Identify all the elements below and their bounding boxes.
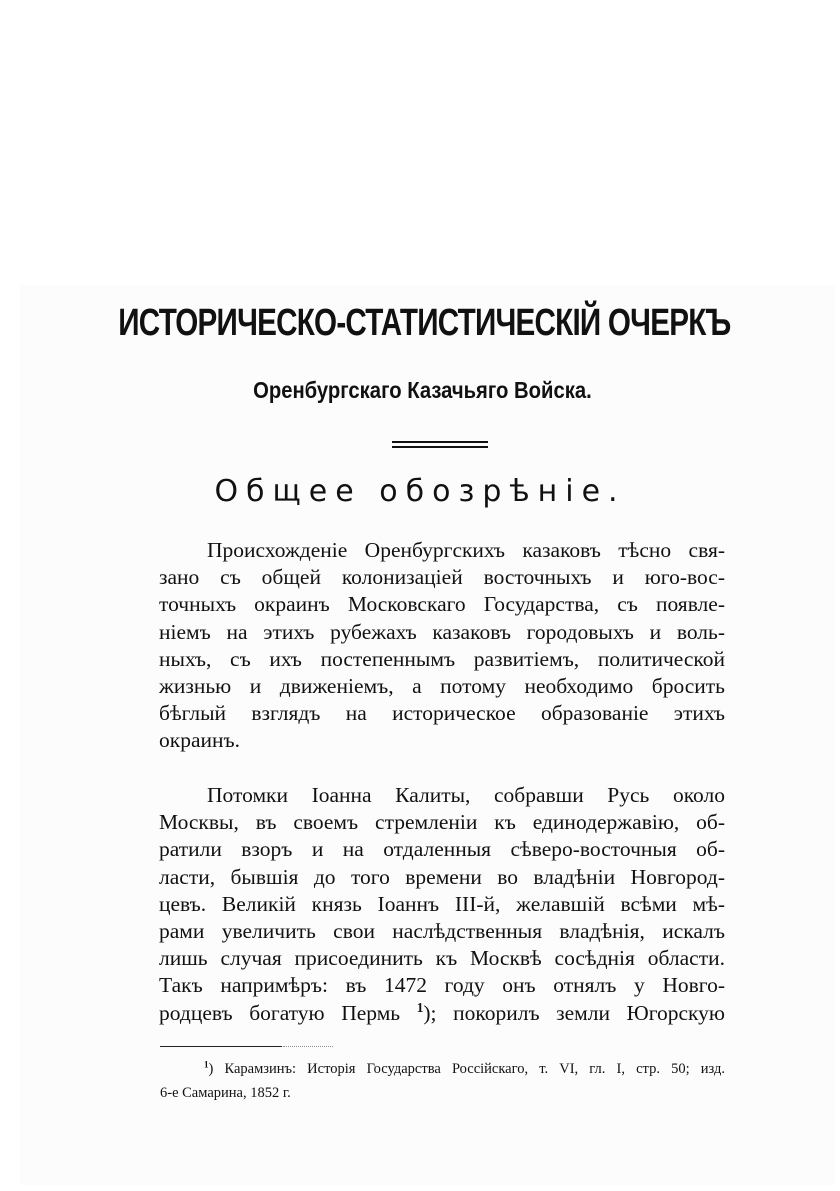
text-line: Москвы, въ своемъ стремленіи къ единодержавію, об- [159, 810, 725, 835]
text-line: ныхъ, съ ихъ постепеннымъ развитіемъ, политической [159, 646, 725, 671]
footnote-text: ) Карамзинъ: Исторія Государства Россійскаго, т. VI, гл. I, стр. 50; изд. [208, 1061, 725, 1077]
text-fragment: ); покорилъ земли Югорскую [423, 1000, 725, 1025]
title-divider-top [392, 441, 488, 443]
footnote-line: 6-е Самарина, 1852 г. [160, 1085, 291, 1101]
text-line: Такъ напримѣръ: въ 1472 году онъ отнялъ у Новго- [159, 973, 725, 998]
footnote-separator-dotted [283, 1046, 333, 1047]
text-line: ратили взоръ и на отдаленныя сѣверо-восточныя об- [159, 837, 725, 862]
text-line: цевъ. Великій князь Іоаннъ III-й, желавшій всѣми мѣ- [159, 891, 725, 916]
text-line: зано съ общей колонизаціей восточныхъ и юго-вос- [159, 565, 725, 590]
section-heading: Общее обозрѣніе. [214, 474, 626, 509]
text-line: окраинъ. [159, 728, 240, 753]
paragraph-1 [159, 537, 725, 755]
text-line: Потомки Іоанна Калиты, собравши Русь около [207, 783, 725, 807]
text-line: лишь случая присоединить къ Москвѣ сосѣднія области. [159, 946, 725, 971]
footnote-line [160, 1057, 725, 1081]
text-line: ніемъ на этихъ рубежахъ казаковъ городовыхъ и воль- [159, 619, 725, 644]
text-line: жизнью и движеніемъ, а потому необходимо бросить [159, 673, 725, 698]
text-line: рами увеличить свои наслѣдственныя владѣнія, искалъ [159, 918, 725, 943]
footnote-separator [160, 1046, 282, 1047]
footnote-marker: 1 [204, 1059, 209, 1070]
text-line: Происхожденіе Оренбургскихъ казаковъ тѣсно свя- [207, 538, 725, 562]
footnote [160, 1057, 725, 1105]
text-fragment: родцевъ богатую Пермь [159, 1000, 401, 1025]
text-line: точныхъ окраинъ Московскаго Государства, съ появле- [159, 592, 725, 617]
text-line-with-footnote [159, 1000, 725, 1027]
document-title: ИСТОРИЧЕСКО-СТАТИСТИЧЕСКІЙ ОЧЕРКЪ [118, 302, 731, 344]
footnote-reference[interactable]: 1 [416, 999, 424, 1015]
document-subtitle: Оренбургскаго Казачьяго Войска. [253, 377, 592, 403]
paragraph-2 [159, 782, 725, 1027]
text-line: бѣглый взглядъ на историческое образованіе этихъ [159, 701, 725, 726]
title-divider-bottom [392, 446, 488, 448]
text-line: ласти, бывшія до того времени во владѣніи Новгород- [159, 864, 725, 889]
